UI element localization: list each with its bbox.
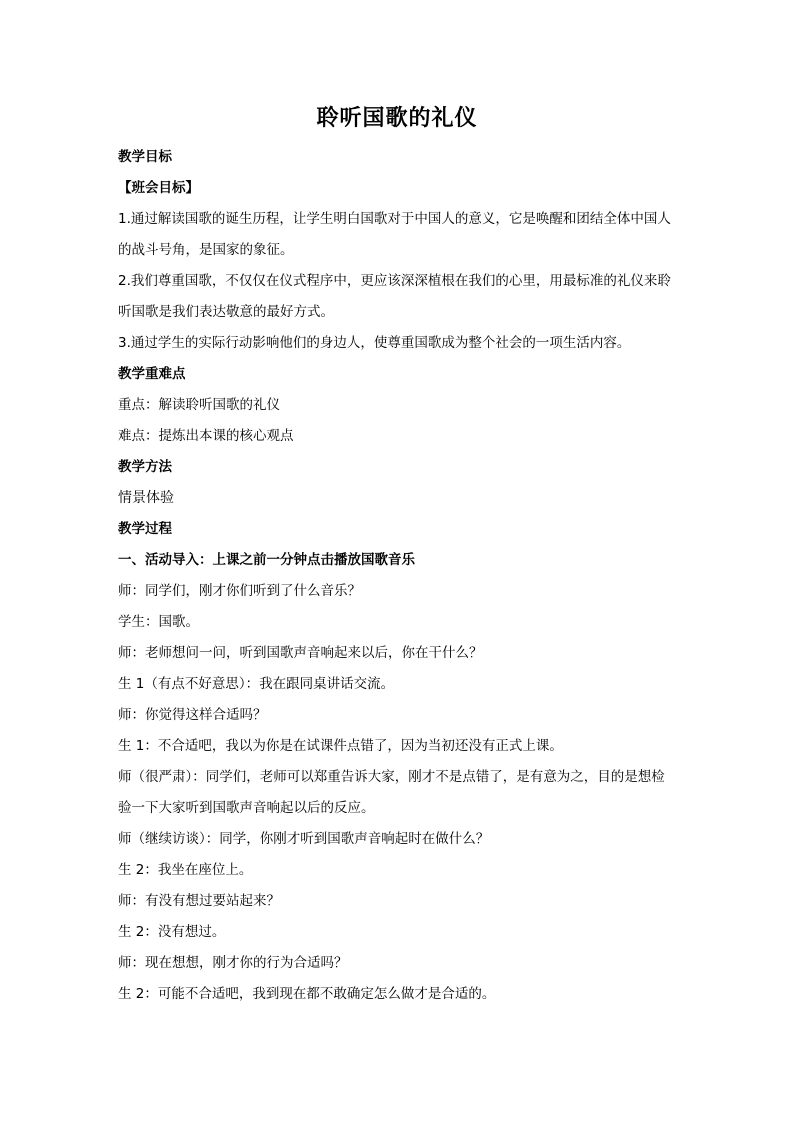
- dialogue-line: 生 2：可能不合适吧，我到现在都不敢确定怎么做才是合适的。: [118, 986, 496, 1002]
- dialogue-line: 师：老师想问一问，听到国歌声音响起来以后，你在干什么？: [118, 645, 483, 661]
- dialogue-line: 生 2：我坐在座位上。: [118, 862, 253, 878]
- method-heading: 教学方法: [118, 459, 172, 475]
- class-goals-heading: 【班会目标】: [118, 180, 199, 196]
- goal-2: 2.我们尊重国歌，不仅仅在仪式程序中，更应该深深植根在我们的心里，用最标准的礼仪来聆听国歌是我们表达敬意的最好方式。: [118, 273, 671, 320]
- dialogue-line: 师（继续访谈）：同学，你刚才听到国歌声音响起时在做什么？: [118, 831, 490, 847]
- dialogue-line: 师：有没有想过要站起来？: [118, 893, 280, 909]
- difficult-point: 难点：提炼出本课的核心观点: [118, 428, 294, 444]
- key-point: 重点：解读聆听国歌的礼仪: [118, 397, 280, 413]
- dialogue-line: 师：现在想想，刚才你的行为合适吗？: [118, 955, 348, 971]
- dialogue-line: 师：同学们，刚才你们听到了什么音乐？: [118, 583, 361, 599]
- process-heading: 教学过程: [118, 521, 172, 537]
- dialogue-line: 师：你觉得这样合适吗？: [118, 707, 267, 723]
- goal-3: 3.通过学生的实际行动影响他们的身边人，使尊重国歌成为整个社会的一项生活内容。: [118, 335, 631, 351]
- method-text: 情景体验: [118, 490, 174, 506]
- dialogue-line: 学生：国歌。: [118, 614, 199, 630]
- dialogue-line: 生 1：不合适吧，我以为你是在试课件点错了，因为当初还没有正式上课。: [118, 738, 563, 754]
- key-points-heading: 教学重难点: [118, 366, 186, 382]
- activity-heading: 一、活动导入：上课之前一分钟点击播放国歌音乐: [118, 552, 415, 568]
- dialogue-line: 生 2：没有想过。: [118, 924, 226, 940]
- goal-1: 1.通过解读国歌的诞生历程，让学生明白国歌对于中国人的意义，它是唤醒和团结全体中国人的战斗号角，是国家的象征。: [118, 211, 671, 258]
- dialogue-line: 生 1（有点不好意思）：我在跟同桌讲话交流。: [118, 676, 395, 692]
- document-title: 聆听国歌的礼仪: [316, 106, 478, 131]
- dialogue-line: 师（很严肃）：同学们，老师可以郑重告诉大家，刚才不是点错了，是有意为之，目的是想检验一下大家听到国歌声音响起以后的反应。: [118, 769, 665, 816]
- goals-heading: 教学目标: [118, 149, 172, 165]
